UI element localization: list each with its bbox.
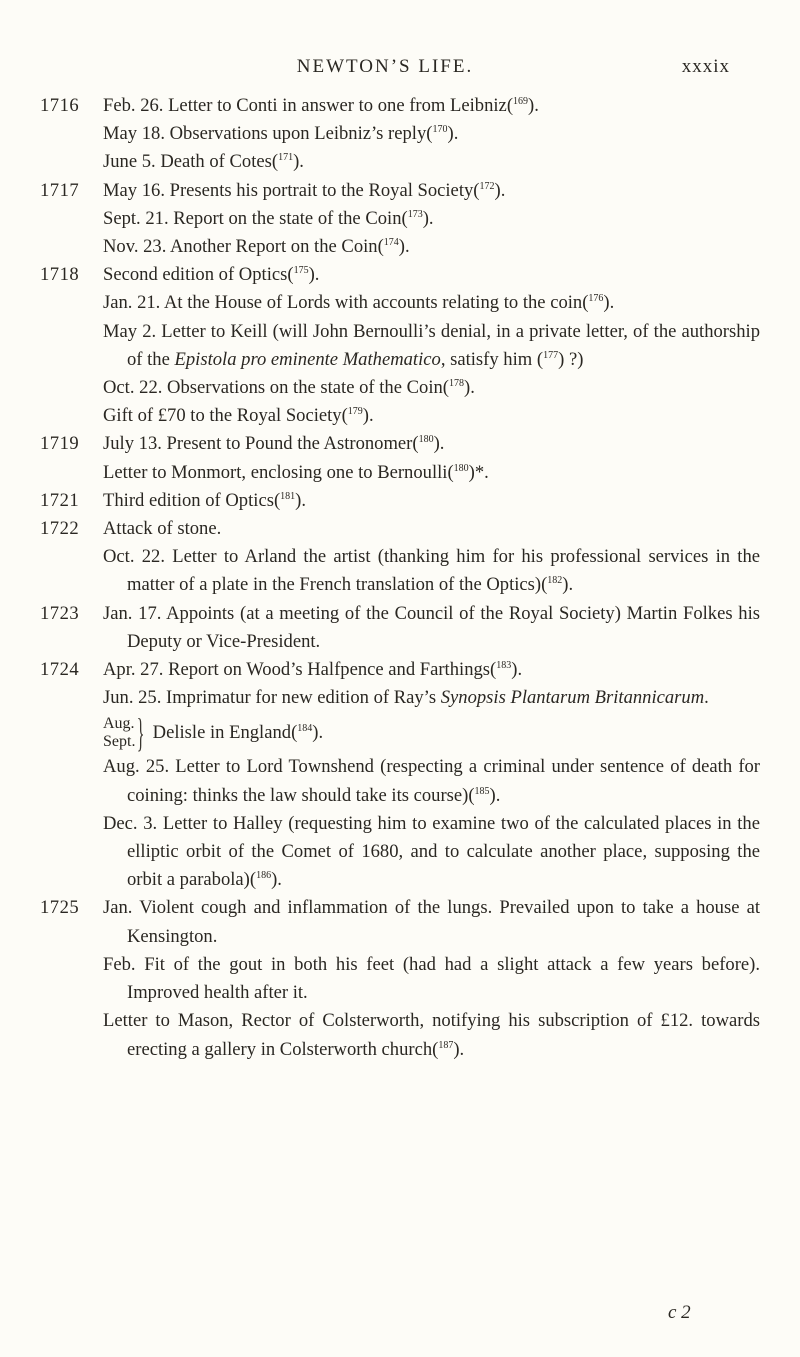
entry-main-text: Oct. 22. Letter to Arland the artist (thanking him for his professional services in the matter of a plate in the French translation of the Optics) [103, 546, 760, 596]
entry-main-text: Second edition of Optics [103, 264, 288, 286]
entry-suffix: . [369, 405, 374, 427]
chronology-entry: Nov. 23. Another Report on the Coin($^{174}$). [103, 236, 410, 258]
footnote-ref: 179 [347, 406, 363, 418]
entry-middle-text: , satisfy him [440, 348, 537, 370]
entry-main-text: Sept. 21. Report on the state of the Coin [103, 207, 402, 229]
footnote-ref: 187 [438, 1039, 454, 1051]
entry-main-text: Jan. 21. At the House of Lords with accounts relating to the coin [103, 292, 583, 314]
chronology-entry: Feb. 26. Letter to Conti in answer to one from Leibniz($^{169}$). [103, 95, 539, 116]
entry-suffix: . [609, 292, 615, 314]
footnote-ref: 186 [256, 870, 272, 882]
chronology-entry: Jan. 21. At the House of Lords with accounts relating to the coin($^{176}$). [103, 292, 615, 314]
entry-main-text: Attack of stone. [103, 518, 222, 540]
chronology-entry: May 18. Observations upon Leibniz’s reply($^{170}$). [103, 123, 459, 145]
entry-suffix: . [318, 722, 324, 744]
entry-main-text: Aug. 25. Letter to Lord Townshend (respecting a criminal under sentence of death for coining: thinks the law should take its course) [103, 756, 760, 806]
year-label: 1725 [40, 897, 80, 919]
year-entries [103, 261, 760, 430]
entry-main-text: Third edition of Optics [103, 489, 274, 511]
entry-suffix: . [404, 236, 410, 258]
entry-main-text: June 5. Death of Cotes [103, 151, 272, 173]
entry-suffix: . [277, 869, 282, 891]
footnote-ref: 185 [474, 785, 490, 797]
chronology-entry: Letter to Monmort, enclosing one to Bernoulli($^{180}$)*. [103, 461, 489, 483]
chronology-entry: Oct. 22. Observations on the state of the Coin($^{178}$). [103, 377, 475, 399]
chronology-entry [103, 684, 760, 712]
entry-suffix: . [470, 377, 475, 399]
brace-glyph: } [137, 710, 145, 756]
footnote-ref: 175 [293, 265, 309, 277]
year-label: 1724 [40, 659, 80, 681]
entry-suffix: . [314, 264, 320, 286]
year-label: 1718 [40, 264, 80, 286]
footnote-ref: 180 [453, 462, 469, 474]
chronology-entry: Third edition of Optics($^{181}$). [103, 489, 306, 511]
entry-suffix: *. [474, 461, 489, 483]
chronology-entry: July 13. Present to Pound the Astronomer($^{180}$). [103, 433, 445, 455]
entry-main-text: Jun. 25. Imprimatur for new edition of Ray’s [103, 687, 441, 709]
bracket-entry [103, 710, 760, 756]
footnote-ref: 170 [432, 124, 448, 136]
chronology-list [40, 92, 760, 1064]
year-entries [103, 600, 760, 656]
bracket-month: Aug. [103, 715, 135, 733]
year-label: 1722 [40, 518, 80, 540]
entry-suffix: . [495, 784, 501, 806]
year-entries [103, 177, 760, 262]
year-entries [103, 656, 760, 894]
year-block [40, 261, 760, 430]
chronology-entry: Apr. 27. Report on Wood’s Halfpence and Farthings($^{183}$). [103, 659, 523, 681]
footnote-ref: 184 [297, 723, 313, 735]
chronology-entry: Aug. 25. Letter to Lord Townshend (respecting a criminal under sentence of death for coining: thinks the law should take its course)($^{185}$). [103, 756, 760, 806]
entry-suffix: . [301, 489, 306, 511]
year-block [40, 894, 760, 1063]
entry-main-text: Letter to Monmort, enclosing one to Bernoulli [103, 461, 448, 483]
entry-suffix: . [453, 123, 459, 145]
page-number: xxxix [681, 56, 730, 77]
chronology-entry: June 5. Death of Cotes($^{171}$). [103, 151, 304, 173]
entry-main-text: July 13. Present to Pound the Astronomer [103, 433, 413, 455]
year-block [40, 656, 760, 894]
year-label: 1721 [40, 489, 80, 511]
chronology-entry [103, 894, 760, 950]
year-entries [103, 92, 760, 177]
signature-mark: c 2 [668, 1302, 691, 1323]
footnote-ref: 176 [588, 293, 604, 305]
entry-main-text: Dec. 3. Letter to Halley (requesting him to examine two of the calculated places in the elliptic orbit of the Comet of 1680, and to calculate another place, supposing the orbit a parabola) [103, 812, 760, 891]
entry-suffix: . [439, 433, 445, 455]
entry-main-text: Nov. 23. Another Report on the Coin [103, 236, 378, 258]
running-header [40, 56, 730, 84]
entry-main-text: Letter to Mason, Rector of Colsterworth, notifying his subscription of £12. towards erecting a gallery in Colsterworth church [103, 1010, 760, 1060]
chronology-entry [103, 600, 760, 656]
entry-title-italic: Epistola pro eminente Mathematico [174, 348, 441, 370]
entry-suffix: . [534, 95, 539, 116]
year-entries [103, 515, 760, 600]
year-label: 1716 [40, 95, 80, 116]
year-block [40, 177, 760, 262]
entry-main-text: Feb. Fit of the gout in both his feet (had had a slight attack a few years before). Improved health after it. [103, 953, 760, 1004]
entry-main-text: Feb. 26. Letter to Conti in answer to one from Leibniz [103, 95, 507, 116]
chronology-entry: Gift of £70 to the Royal Society($^{179}$). [103, 405, 374, 427]
entry-main-text: Apr. 27. Report on Wood’s Halfpence and Farthings [103, 659, 491, 681]
chronology-entry [103, 951, 760, 1007]
entry-suffix: . [568, 574, 574, 596]
entry-main-text: May 16. Presents his portrait to the Royal Society [103, 179, 474, 201]
footnote-ref: 172 [479, 180, 495, 192]
entry-suffix: . [500, 179, 506, 201]
chronology-entry: Sept. 21. Report on the state of the Coin($^{173}$). [103, 207, 434, 229]
entry-main-text: May 18. Observations upon Leibniz’s reply [103, 123, 427, 145]
year-entries [103, 430, 760, 486]
chronology-entry: May 16. Presents his portrait to the Royal Society($^{172}$). [103, 179, 506, 201]
bracket-months [103, 715, 135, 751]
footnote-ref: 177 [543, 349, 559, 361]
year-block [40, 515, 760, 600]
footnote-ref: 174 [383, 237, 399, 249]
year-label: 1723 [40, 602, 80, 624]
entry-main-text: Delisle in England [152, 722, 292, 744]
entry-suffix: . [299, 151, 304, 173]
entry-suffix: ?) [564, 348, 584, 370]
entry-main-text: Jan. 17. Appoints (at a meeting of the Council of the Royal Society) Martin Folkes his Deputy or Vice-President. [103, 602, 760, 652]
entry-main-text: Jan. Violent cough and inflammation of the lungs. Prevailed upon to take a house at Kensington. [103, 897, 760, 947]
entry-suffix: . [428, 207, 434, 229]
year-entries [103, 894, 760, 1063]
year-entries [103, 487, 760, 515]
chronology-entry: Second edition of Optics($^{175}$). [103, 264, 320, 286]
year-label: 1719 [40, 433, 80, 455]
entry-suffix: . [517, 659, 523, 681]
entry-middle-text: . [704, 687, 709, 709]
chronology-entry: Oct. 22. Letter to Arland the artist (thanking him for his professional services in the matter of a plate in the French translation of the Optics)($^{182}$). [103, 546, 760, 596]
entry-title-italic: Synopsis Plantarum Britannicarum [440, 687, 705, 709]
entry-main-text: May 2. Letter to Keill (will John Bernoulli’s denial, in a private letter, of the authorship of the [103, 320, 760, 370]
bracket-month: Sept. [103, 733, 136, 751]
footnote-ref: 180 [418, 434, 434, 446]
year-label: 1717 [40, 179, 80, 201]
year-block [40, 600, 760, 656]
footnote-ref: 178 [449, 378, 464, 390]
chronology-entry [103, 515, 760, 543]
footnote-ref: 169 [513, 96, 529, 107]
year-block [40, 430, 760, 486]
chronology-entry: Dec. 3. Letter to Halley (requesting him to examine two of the calculated places in the elliptic orbit of the Comet of 1680, and to calculate another place, supposing the orbit a parabola)($^{186}$). [103, 812, 760, 891]
footnote-ref: 183 [496, 660, 512, 672]
footnote-ref: 171 [278, 152, 294, 164]
footnote-ref: 182 [547, 575, 563, 587]
year-block [40, 487, 760, 515]
entry-main-text: Oct. 22. Observations on the state of the Coin [103, 377, 443, 399]
entry-suffix: . [459, 1038, 465, 1060]
entry-text: Delisle in England($^{184}$). [152, 722, 324, 744]
chronology-entry: Letter to Mason, Rector of Colsterworth, notifying his subscription of £12. towards erecting a gallery in Colsterworth church($^{187}$). [103, 1010, 760, 1060]
entry-main-text: Gift of £70 to the Royal Society [103, 405, 342, 427]
chronology-entry: May 2. Letter to Keill (will John Bernoulli’s denial, in a private letter, of the authorship of the Epistola pro eminente Mathematico, satisfy him ($^{177}$) ?) [103, 320, 760, 370]
footnote-ref: 181 [280, 490, 296, 502]
running-title: NEWTON’S LIFE. [296, 56, 474, 77]
footnote-ref: 173 [407, 208, 423, 220]
year-block [40, 92, 760, 177]
